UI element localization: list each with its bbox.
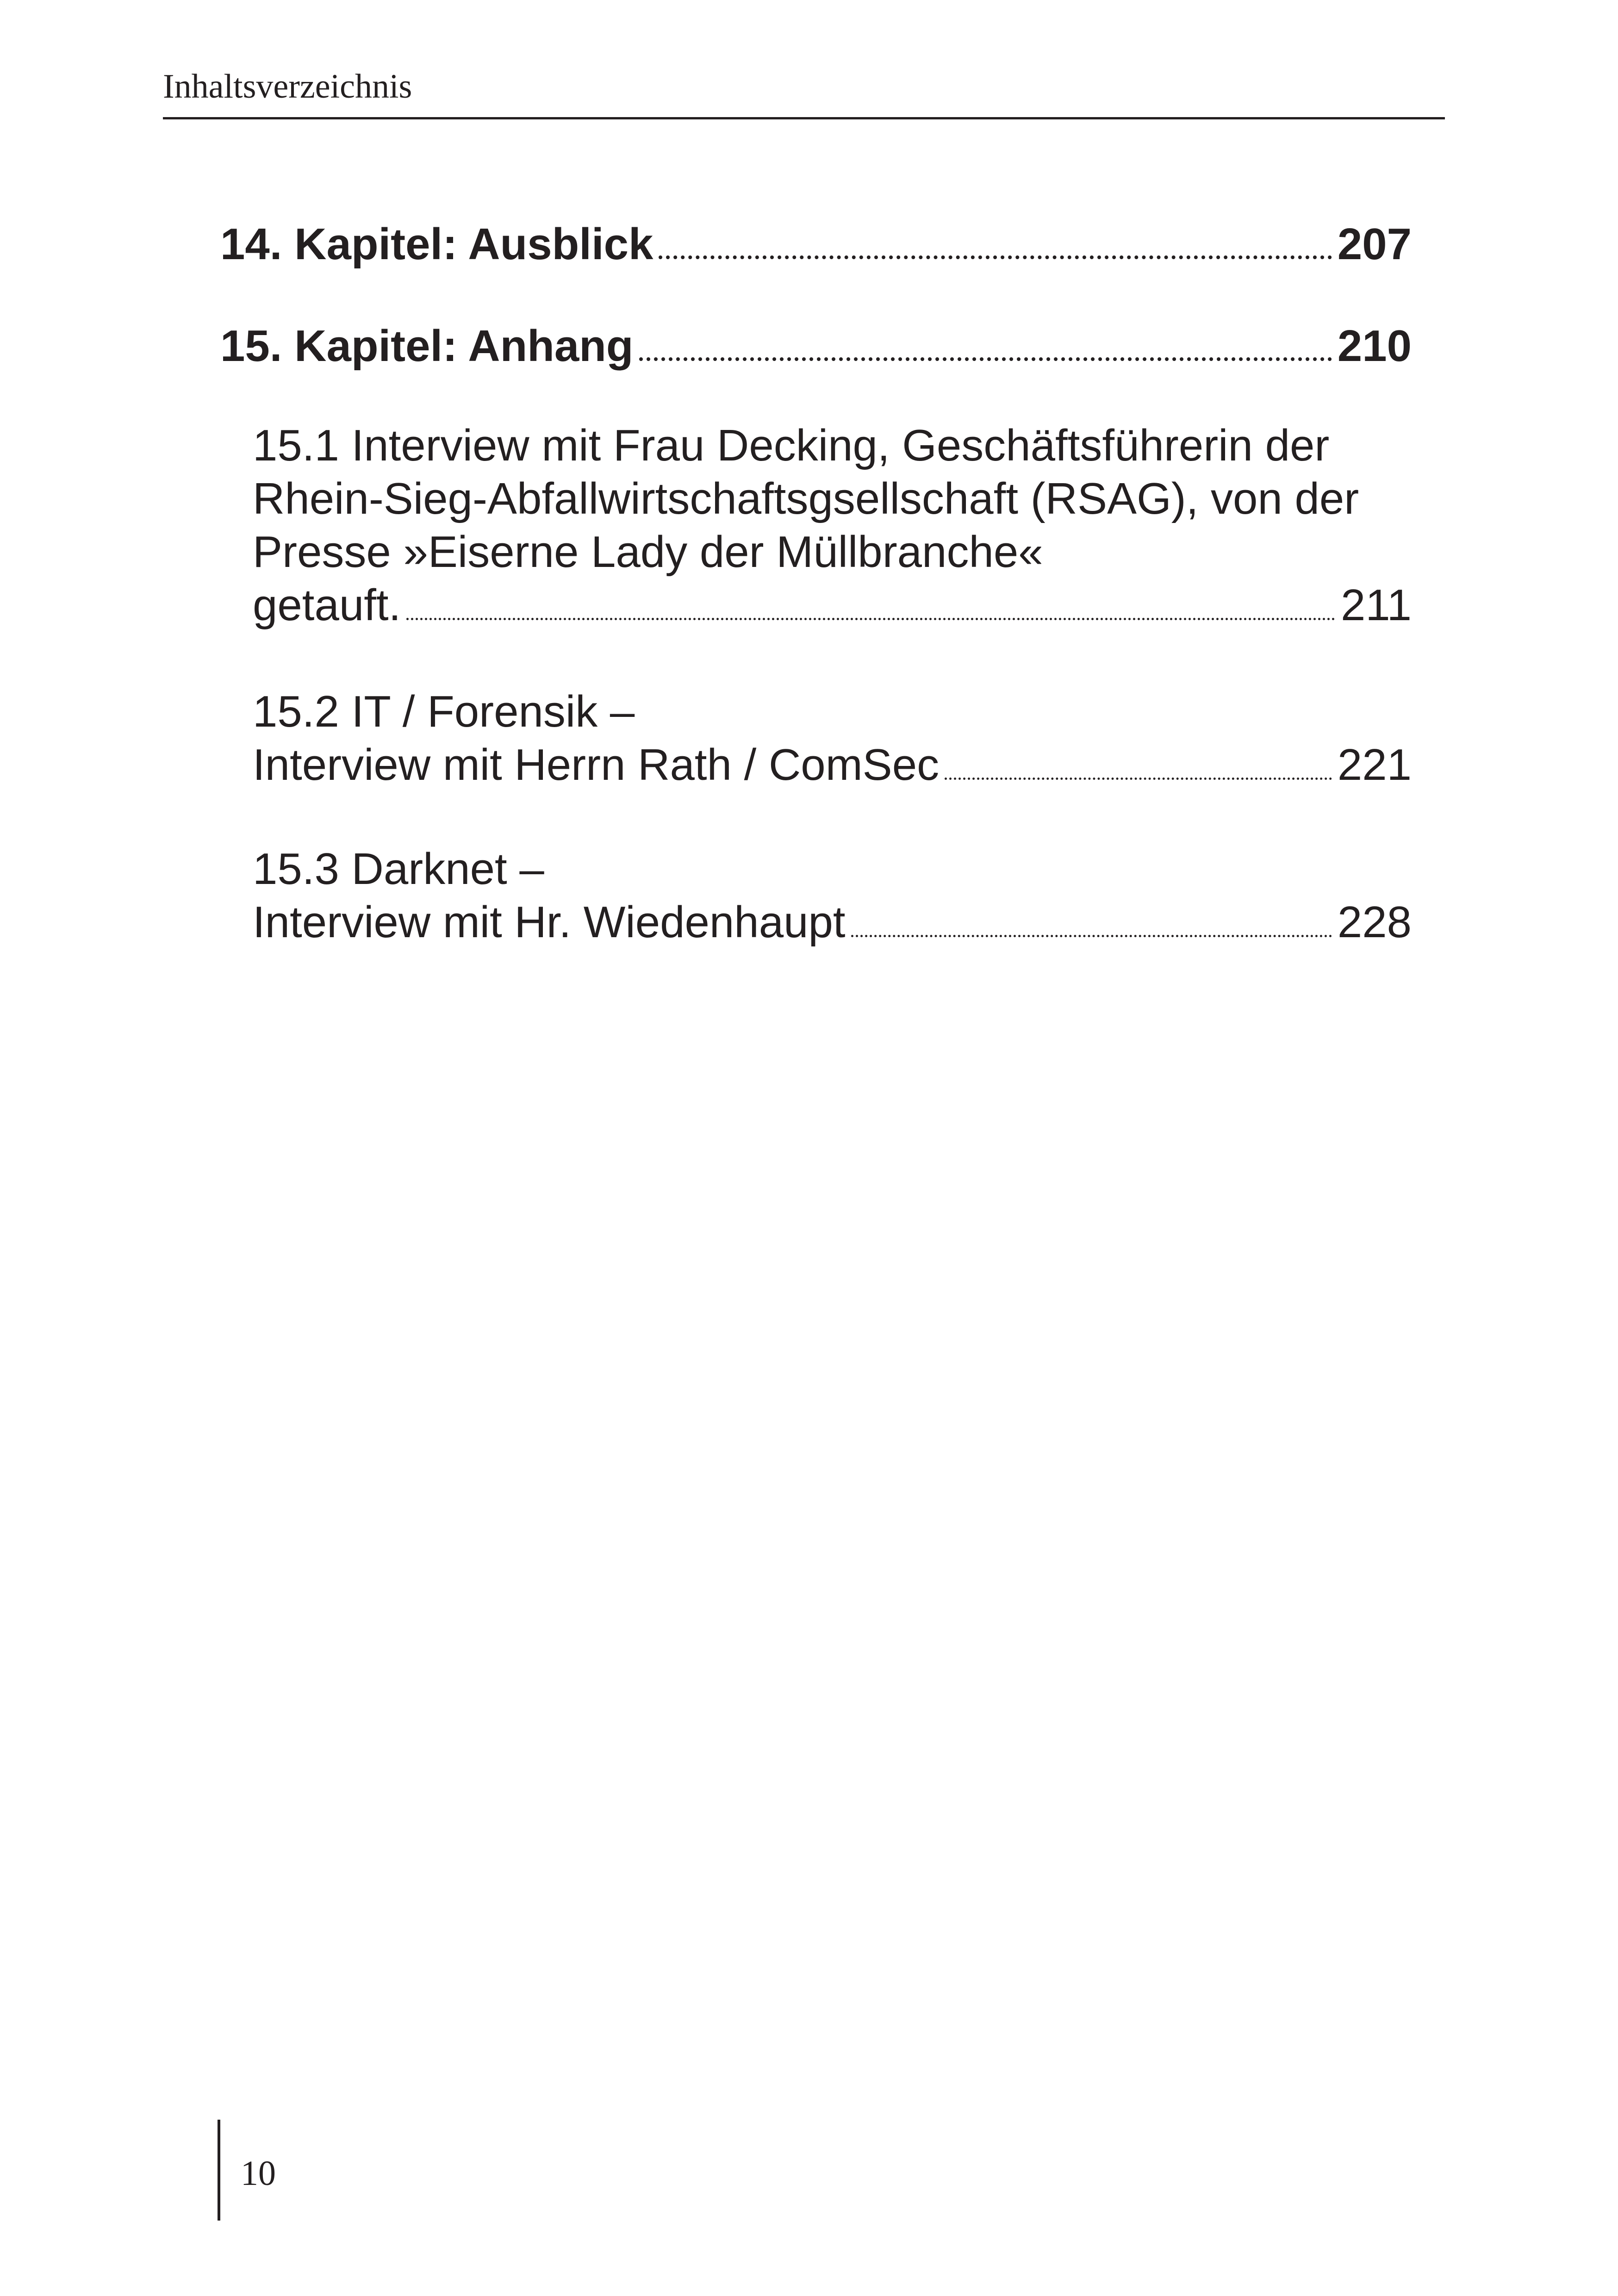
page-number: 10 — [241, 2154, 276, 2193]
folio-rule — [218, 2120, 220, 2221]
toc-entry-line: 15.3 Darknet – — [253, 844, 544, 894]
toc-entry-last-line — [253, 896, 1412, 949]
toc-entry-page: 211 — [1340, 580, 1412, 630]
toc-entry-chapter-15[interactable] — [220, 321, 1412, 371]
dot-leader — [659, 255, 1332, 259]
dot-leader — [406, 618, 1335, 620]
running-head: Inhaltsverzeichnis — [163, 68, 412, 106]
dot-leader — [851, 935, 1332, 937]
toc-entry-line: getauft. — [253, 580, 401, 630]
toc-entry-15-1[interactable] — [253, 419, 1412, 632]
toc-entry-line: Presse »Eiserne Lady der Müllbranche« — [253, 527, 1043, 577]
toc-entry-last-line — [253, 579, 1412, 632]
dot-leader — [945, 778, 1332, 780]
toc-entry-page: 210 — [1337, 321, 1412, 371]
toc-entry-line: Rhein-Sieg-Abfallwirtschaftsgsellschaft (RSAG), von der — [253, 474, 1359, 523]
toc-entry-chapter-14[interactable] — [220, 219, 1412, 269]
toc-entry-title: 15. Kapitel: Anhang — [220, 321, 634, 371]
toc-entry-page: 228 — [1337, 897, 1412, 947]
toc-entry-line: Interview mit Hr. Wiedenhaupt — [253, 897, 846, 947]
toc-entry-line: Interview mit Herrn Rath / ComSec — [253, 740, 940, 790]
toc-entry-title: 14. Kapitel: Ausblick — [220, 219, 653, 269]
toc-entry-line: 15.2 IT / Forensik – — [253, 687, 635, 736]
toc-entry-15-3[interactable] — [253, 842, 1412, 949]
header-rule — [163, 117, 1445, 119]
toc-entry-line: 15.1 Interview mit Frau Decking, Geschäftsführerin der — [253, 421, 1330, 470]
toc-entry-page: 207 — [1337, 219, 1412, 269]
toc-entry-last-line — [253, 738, 1412, 791]
dot-leader — [639, 357, 1332, 361]
toc-entry-15-2[interactable] — [253, 685, 1412, 791]
toc-entry-page: 221 — [1337, 740, 1412, 790]
